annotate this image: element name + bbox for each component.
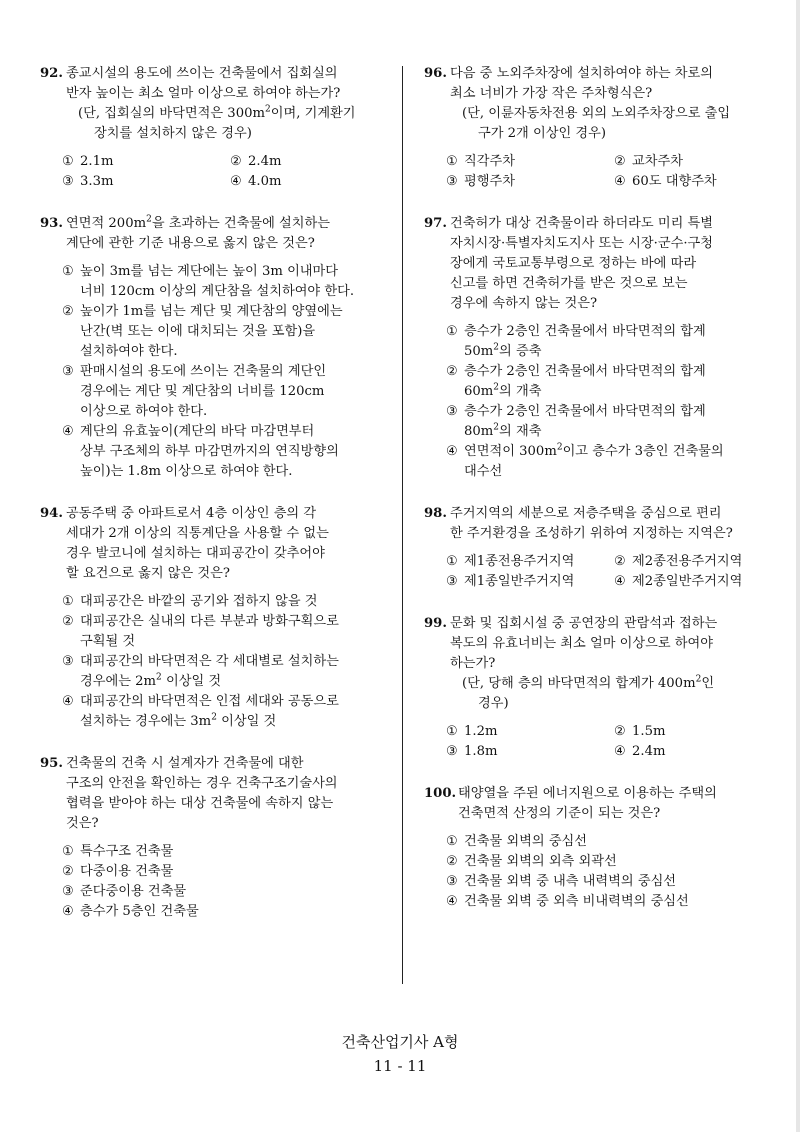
option-mark: ④: [614, 174, 626, 189]
question-text-line: 공동주택 중 아파트로서 4층 이상인 층의 각: [66, 506, 317, 521]
page-number: 11 - 11: [373, 1057, 427, 1075]
option-text-line: 제2종일반주거지역: [632, 574, 743, 589]
option-text-line: 너비 120cm 이상의 계단참을 설치하여야 한다.: [80, 284, 355, 299]
question-text-line: 경우 발코니에 설치하는 대피공간이 갖추어야: [66, 546, 325, 561]
option-text: [80, 262, 354, 302]
option-mark: ②: [446, 854, 458, 869]
option-mark: ②: [446, 364, 458, 379]
answer-option-3: [446, 172, 614, 192]
option-text-line: 경우에는 계단 및 계단참의 너비를 120cm: [80, 384, 325, 399]
option-text: [632, 572, 742, 592]
question-97: [424, 214, 776, 482]
option-text-line: $60m^2$의 개축: [464, 382, 542, 399]
option-text: [80, 362, 326, 422]
column-divider: [402, 66, 403, 984]
question-text-line: 복도의 유효너비는 최소 얼마 이상으로 하여야: [450, 636, 714, 651]
option-text-line: 평행주차: [464, 174, 515, 189]
option-text-line: 건축물 외벽 중 내측 내력벽의 중심선: [464, 874, 677, 889]
option-mark: ④: [446, 894, 458, 909]
answer-option-3: [62, 652, 392, 692]
answer-option-2: [446, 852, 776, 872]
option-text-line: 60도 대향주차: [632, 174, 717, 189]
option-mark: ③: [446, 404, 458, 419]
answer-option-3: [62, 172, 230, 192]
answer-option-1: [62, 592, 392, 612]
option-mark: ④: [62, 904, 74, 919]
question-number: 100.: [424, 786, 457, 801]
option-mark: ③: [446, 174, 458, 189]
option-text: [464, 852, 617, 872]
option-text: [80, 882, 186, 902]
option-text: [80, 652, 339, 692]
option-mark: ①: [446, 554, 458, 569]
option-text: [632, 172, 717, 192]
question-text-line: 하는가?: [450, 656, 496, 671]
option-text-line: 대피공간은 바깥의 공기와 접하지 않을 것: [80, 594, 318, 609]
option-mark: ③: [62, 174, 74, 189]
option-text: [464, 572, 574, 592]
answer-options: [62, 842, 392, 922]
answer-option-4: [614, 742, 782, 762]
question-text-line: 협력을 받아야 하는 대상 건축물에 속하지 않는: [66, 796, 334, 811]
question-text-line: 건축허가 대상 건축물이라 하더라도 미리 특별: [450, 216, 714, 231]
option-mark: ①: [62, 594, 74, 609]
option-text-line: 연면적이 $300m^2$이고 층수가 3층인 건축물의: [464, 442, 724, 459]
option-text: [248, 152, 281, 172]
page-footer: [0, 1030, 800, 1078]
option-mark: ④: [62, 424, 74, 439]
option-text-line: 1.8m: [464, 744, 498, 759]
answer-option-1: [446, 152, 614, 172]
question-number: 98.: [424, 506, 447, 521]
option-text-line: 난간(벽 또는 이에 대치되는 것을 포함)을: [80, 324, 316, 339]
condition-line: 장치를 설치하지 않은 경우): [94, 126, 252, 141]
option-mark: ①: [446, 324, 458, 339]
question-number: 97.: [424, 216, 447, 231]
option-text-line: 건축물 외벽 중 외측 비내력벽의 중심선: [464, 894, 689, 909]
question-stem: [424, 504, 776, 544]
option-text-line: 제2종전용주거지역: [632, 554, 743, 569]
option-text-line: 설치하는 경우에는 $3m^2$ 이상일 것: [80, 712, 277, 729]
option-text: [464, 872, 676, 892]
option-text: [80, 302, 343, 362]
option-mark: ③: [446, 874, 458, 889]
question-text-line: 종교시설의 용도에 쓰이는 건축물에서 집회실의: [66, 66, 338, 81]
question-text-line: 것은?: [66, 816, 99, 831]
option-text: [80, 692, 339, 732]
answer-option-4: [614, 572, 782, 592]
option-text-line: 4.0m: [248, 174, 282, 189]
option-text: [464, 322, 706, 362]
answer-option-2: [230, 152, 398, 172]
option-text-line: $50m^2$의 증축: [464, 342, 542, 359]
answer-option-1: [446, 552, 614, 572]
option-text-line: 대피공간의 바닥면적은 인접 세대와 공동으로: [80, 694, 339, 709]
question-condition: [78, 104, 392, 144]
exam-title: 건축산업기사 A형: [341, 1033, 459, 1051]
answer-option-1: [62, 152, 230, 172]
option-text-line: 층수가 2층인 건축물에서 바닥면적의 합계: [464, 364, 706, 379]
answer-options: [446, 152, 776, 192]
answer-option-1: [446, 722, 614, 742]
question-text: [450, 614, 776, 674]
question-text-line: 할 요건으로 옳지 않은 것은?: [66, 566, 230, 581]
option-mark: ③: [446, 744, 458, 759]
question-text: [66, 504, 392, 584]
option-text: [80, 842, 173, 862]
option-text: [464, 742, 497, 762]
option-text: [80, 172, 113, 192]
left-column: [40, 64, 392, 944]
option-text-line: 특수구조 건축물: [80, 844, 174, 859]
option-text: [464, 892, 689, 912]
condition-line: 경우): [478, 696, 509, 711]
option-text-line: 제1종일반주거지역: [464, 574, 575, 589]
question-text: [66, 214, 392, 254]
option-text-line: 3.3m: [80, 174, 114, 189]
question-text-line: 문화 및 집회시설 중 공연장의 관람석과 접하는: [450, 616, 718, 631]
option-mark: ③: [446, 574, 458, 589]
question-text-line: 한 주거환경을 조성하기 위하여 지정하는 지역은?: [450, 526, 733, 541]
answer-option-4: [446, 892, 776, 912]
option-mark: ④: [614, 574, 626, 589]
answer-option-2: [614, 152, 782, 172]
answer-option-2: [62, 302, 392, 362]
option-text-line: 2.4m: [248, 154, 282, 169]
question-92: [40, 64, 392, 192]
answer-options: [62, 592, 392, 732]
option-text-line: 높이 3m를 넘는 계단에는 높이 3m 이내마다: [80, 264, 339, 279]
option-text: [464, 362, 706, 402]
question-stem: [424, 64, 776, 104]
answer-options: [62, 152, 392, 192]
answer-option-2: [614, 552, 782, 572]
answer-option-3: [446, 872, 776, 892]
question-text-line: 태양열을 주된 에너지원으로 이용하는 주택의: [458, 786, 717, 801]
option-mark: ②: [230, 154, 242, 169]
question-98: [424, 504, 776, 592]
answer-option-3: [62, 362, 392, 422]
question-100: [424, 784, 776, 912]
option-text: [80, 862, 173, 882]
option-text-line: 제1종전용주거지역: [464, 554, 575, 569]
option-text-line: 건축물 외벽의 외측 외곽선: [464, 854, 617, 869]
option-text-line: 설치하여야 한다.: [80, 344, 178, 359]
option-text-line: 대수선: [464, 464, 503, 479]
question-number: 96.: [424, 66, 447, 81]
answer-options: [446, 832, 776, 912]
question-93: [40, 214, 392, 482]
answer-option-2: [446, 362, 776, 402]
answer-option-4: [230, 172, 398, 192]
answer-option-4: [62, 422, 392, 482]
question-text: [66, 754, 392, 834]
question-text-line: 건축물의 건축 시 설계자가 건축물에 대한: [66, 756, 304, 771]
option-mark: ①: [446, 724, 458, 739]
question-text-line: 반자 높이는 최소 얼마 이상으로 하여야 하는가?: [66, 86, 341, 101]
question-stem: [40, 754, 392, 834]
question-text-line: 다음 중 노외주차장에 설치하여야 하는 차로의: [450, 66, 714, 81]
option-text-line: 상부 구조체의 하부 마감면까지의 연직방향의: [80, 444, 339, 459]
option-mark: ②: [614, 154, 626, 169]
answer-option-3: [62, 882, 392, 902]
option-mark: ④: [230, 174, 242, 189]
condition-line: (단, 이륜자동차전용 외의 노외주차장으로 출입: [462, 106, 731, 121]
page-edge-shadow: [796, 0, 800, 1132]
option-text-line: 계단의 유효높이(계단의 바닥 마감면부터: [80, 424, 315, 439]
option-mark: ②: [62, 304, 74, 319]
question-text-line: 장에게 국토교통부령으로 정하는 바에 따라: [450, 256, 697, 271]
answer-option-4: [62, 902, 392, 922]
option-text-line: 경우에는 $2m^2$ 이상일 것: [80, 672, 222, 689]
option-text-line: 준다중이용 건축물: [80, 884, 187, 899]
option-text-line: 높이)는 1.8m 이상으로 하여야 한다.: [80, 464, 293, 479]
answer-option-4: [446, 442, 776, 482]
question-text-line: 최소 너비가 가장 작은 주차형식은?: [450, 86, 653, 101]
option-mark: ②: [62, 614, 74, 629]
question-stem: [40, 64, 392, 104]
option-mark: ③: [62, 364, 74, 379]
option-mark: ④: [62, 694, 74, 709]
question-text-line: 연면적 $200m^2$을 초과하는 건축물에 설치하는: [66, 214, 331, 231]
option-mark: ①: [446, 154, 458, 169]
option-text-line: 1.2m: [464, 724, 498, 739]
question-number: 99.: [424, 616, 447, 631]
option-text-line: 대피공간의 바닥면적은 각 세대별로 설치하는: [80, 654, 339, 669]
answer-option-1: [446, 322, 776, 362]
option-text: [248, 172, 281, 192]
answer-option-2: [614, 722, 782, 742]
question-99: [424, 614, 776, 762]
answer-options: [446, 552, 776, 592]
option-text-line: 판매시설의 용도에 쓰이는 건축물의 계단인: [80, 364, 327, 379]
question-number: 93.: [40, 216, 63, 231]
option-text: [464, 552, 574, 572]
question-text-line: 구조의 안전을 확인하는 경우 건축구조기술사의: [66, 776, 338, 791]
condition-line: 구가 2개 이상인 경우): [478, 126, 607, 141]
answer-option-4: [614, 172, 782, 192]
answer-option-1: [62, 842, 392, 862]
question-text-line: 계단에 관한 기준 내용으로 옳지 않은 것은?: [66, 236, 315, 251]
option-text-line: 층수가 5층인 건축물: [80, 904, 199, 919]
question-number: 92.: [40, 66, 63, 81]
question-text: [450, 214, 776, 314]
option-text: [464, 402, 706, 442]
answer-option-3: [446, 742, 614, 762]
answer-option-1: [62, 262, 392, 302]
option-mark: ②: [614, 724, 626, 739]
option-mark: ③: [62, 884, 74, 899]
option-text: [80, 152, 113, 172]
question-text-line: 건축면적 산정의 기준이 되는 것은?: [458, 806, 661, 821]
option-text: [632, 552, 742, 572]
option-text: [80, 902, 199, 922]
option-text: [80, 612, 339, 652]
option-text-line: 대피공간은 실내의 다른 부분과 방화구획으로: [80, 614, 339, 629]
question-text-line: 자치시장·특별자치도지사 또는 시장·군수·구청: [450, 236, 714, 251]
question-text-line: 경우에 속하지 않는 것은?: [450, 296, 598, 311]
option-text-line: 교차주차: [632, 154, 683, 169]
question-stem: [424, 214, 776, 314]
question-condition: [462, 674, 776, 714]
option-text: [464, 442, 724, 482]
option-mark: ④: [614, 744, 626, 759]
answer-option-3: [446, 572, 614, 592]
question-stem: [40, 214, 392, 254]
option-text-line: $80m^2$의 재축: [464, 422, 542, 439]
option-mark: ③: [62, 654, 74, 669]
option-text: [464, 722, 497, 742]
condition-line: (단, 집회실의 바닥면적은 $300m^2$이며, 기계환기: [78, 104, 356, 121]
option-text: [464, 152, 515, 172]
question-text-line: 세대가 2개 이상의 직통계단을 사용할 수 없는: [66, 526, 329, 541]
question-96: [424, 64, 776, 192]
answer-options: [446, 322, 776, 482]
question-95: [40, 754, 392, 922]
option-text: [464, 832, 587, 852]
option-text-line: 2.1m: [80, 154, 114, 169]
answer-option-3: [446, 402, 776, 442]
answer-option-4: [62, 692, 392, 732]
option-mark: ④: [446, 444, 458, 459]
question-number: 94.: [40, 506, 63, 521]
question-text: [450, 64, 776, 104]
question-stem: [40, 504, 392, 584]
option-text-line: 층수가 2층인 건축물에서 바닥면적의 합계: [464, 324, 706, 339]
right-column: [424, 64, 776, 934]
option-mark: ①: [446, 834, 458, 849]
question-condition: [462, 104, 776, 144]
question-94: [40, 504, 392, 732]
question-stem: [424, 784, 776, 824]
option-text-line: 이상으로 하여야 한다.: [80, 404, 208, 419]
question-text-line: 주거지역의 세분으로 저층주택을 중심으로 편리: [450, 506, 722, 521]
option-text-line: 다중이용 건축물: [80, 864, 174, 879]
option-text: [80, 422, 339, 482]
answer-options: [446, 722, 776, 762]
question-text: [458, 784, 776, 824]
option-text: [464, 172, 515, 192]
answer-option-2: [62, 862, 392, 882]
option-text: [632, 742, 665, 762]
option-text: [80, 592, 318, 612]
option-mark: ①: [62, 844, 74, 859]
option-text-line: 2.4m: [632, 744, 666, 759]
question-text-line: 신고를 하면 건축허가를 받은 것으로 보는: [450, 276, 688, 291]
option-mark: ②: [62, 864, 74, 879]
option-text-line: 높이가 1m를 넘는 계단 및 계단참의 양옆에는: [80, 304, 343, 319]
question-number: 95.: [40, 756, 63, 771]
answer-option-1: [446, 832, 776, 852]
question-text: [66, 64, 392, 104]
option-mark: ①: [62, 154, 74, 169]
answer-option-2: [62, 612, 392, 652]
option-text-line: 직각주차: [464, 154, 515, 169]
option-text-line: 층수가 2층인 건축물에서 바닥면적의 합계: [464, 404, 706, 419]
option-text-line: 건축물 외벽의 중심선: [464, 834, 588, 849]
option-mark: ①: [62, 264, 74, 279]
option-mark: ②: [614, 554, 626, 569]
option-text-line: 구획될 것: [80, 634, 136, 649]
question-text: [450, 504, 776, 544]
question-stem: [424, 614, 776, 674]
answer-options: [62, 262, 392, 482]
option-text: [632, 722, 665, 742]
condition-line: (단, 당해 층의 바닥면적의 합계가 $400m^2$인: [462, 674, 715, 691]
option-text: [632, 152, 683, 172]
option-text-line: 1.5m: [632, 724, 666, 739]
